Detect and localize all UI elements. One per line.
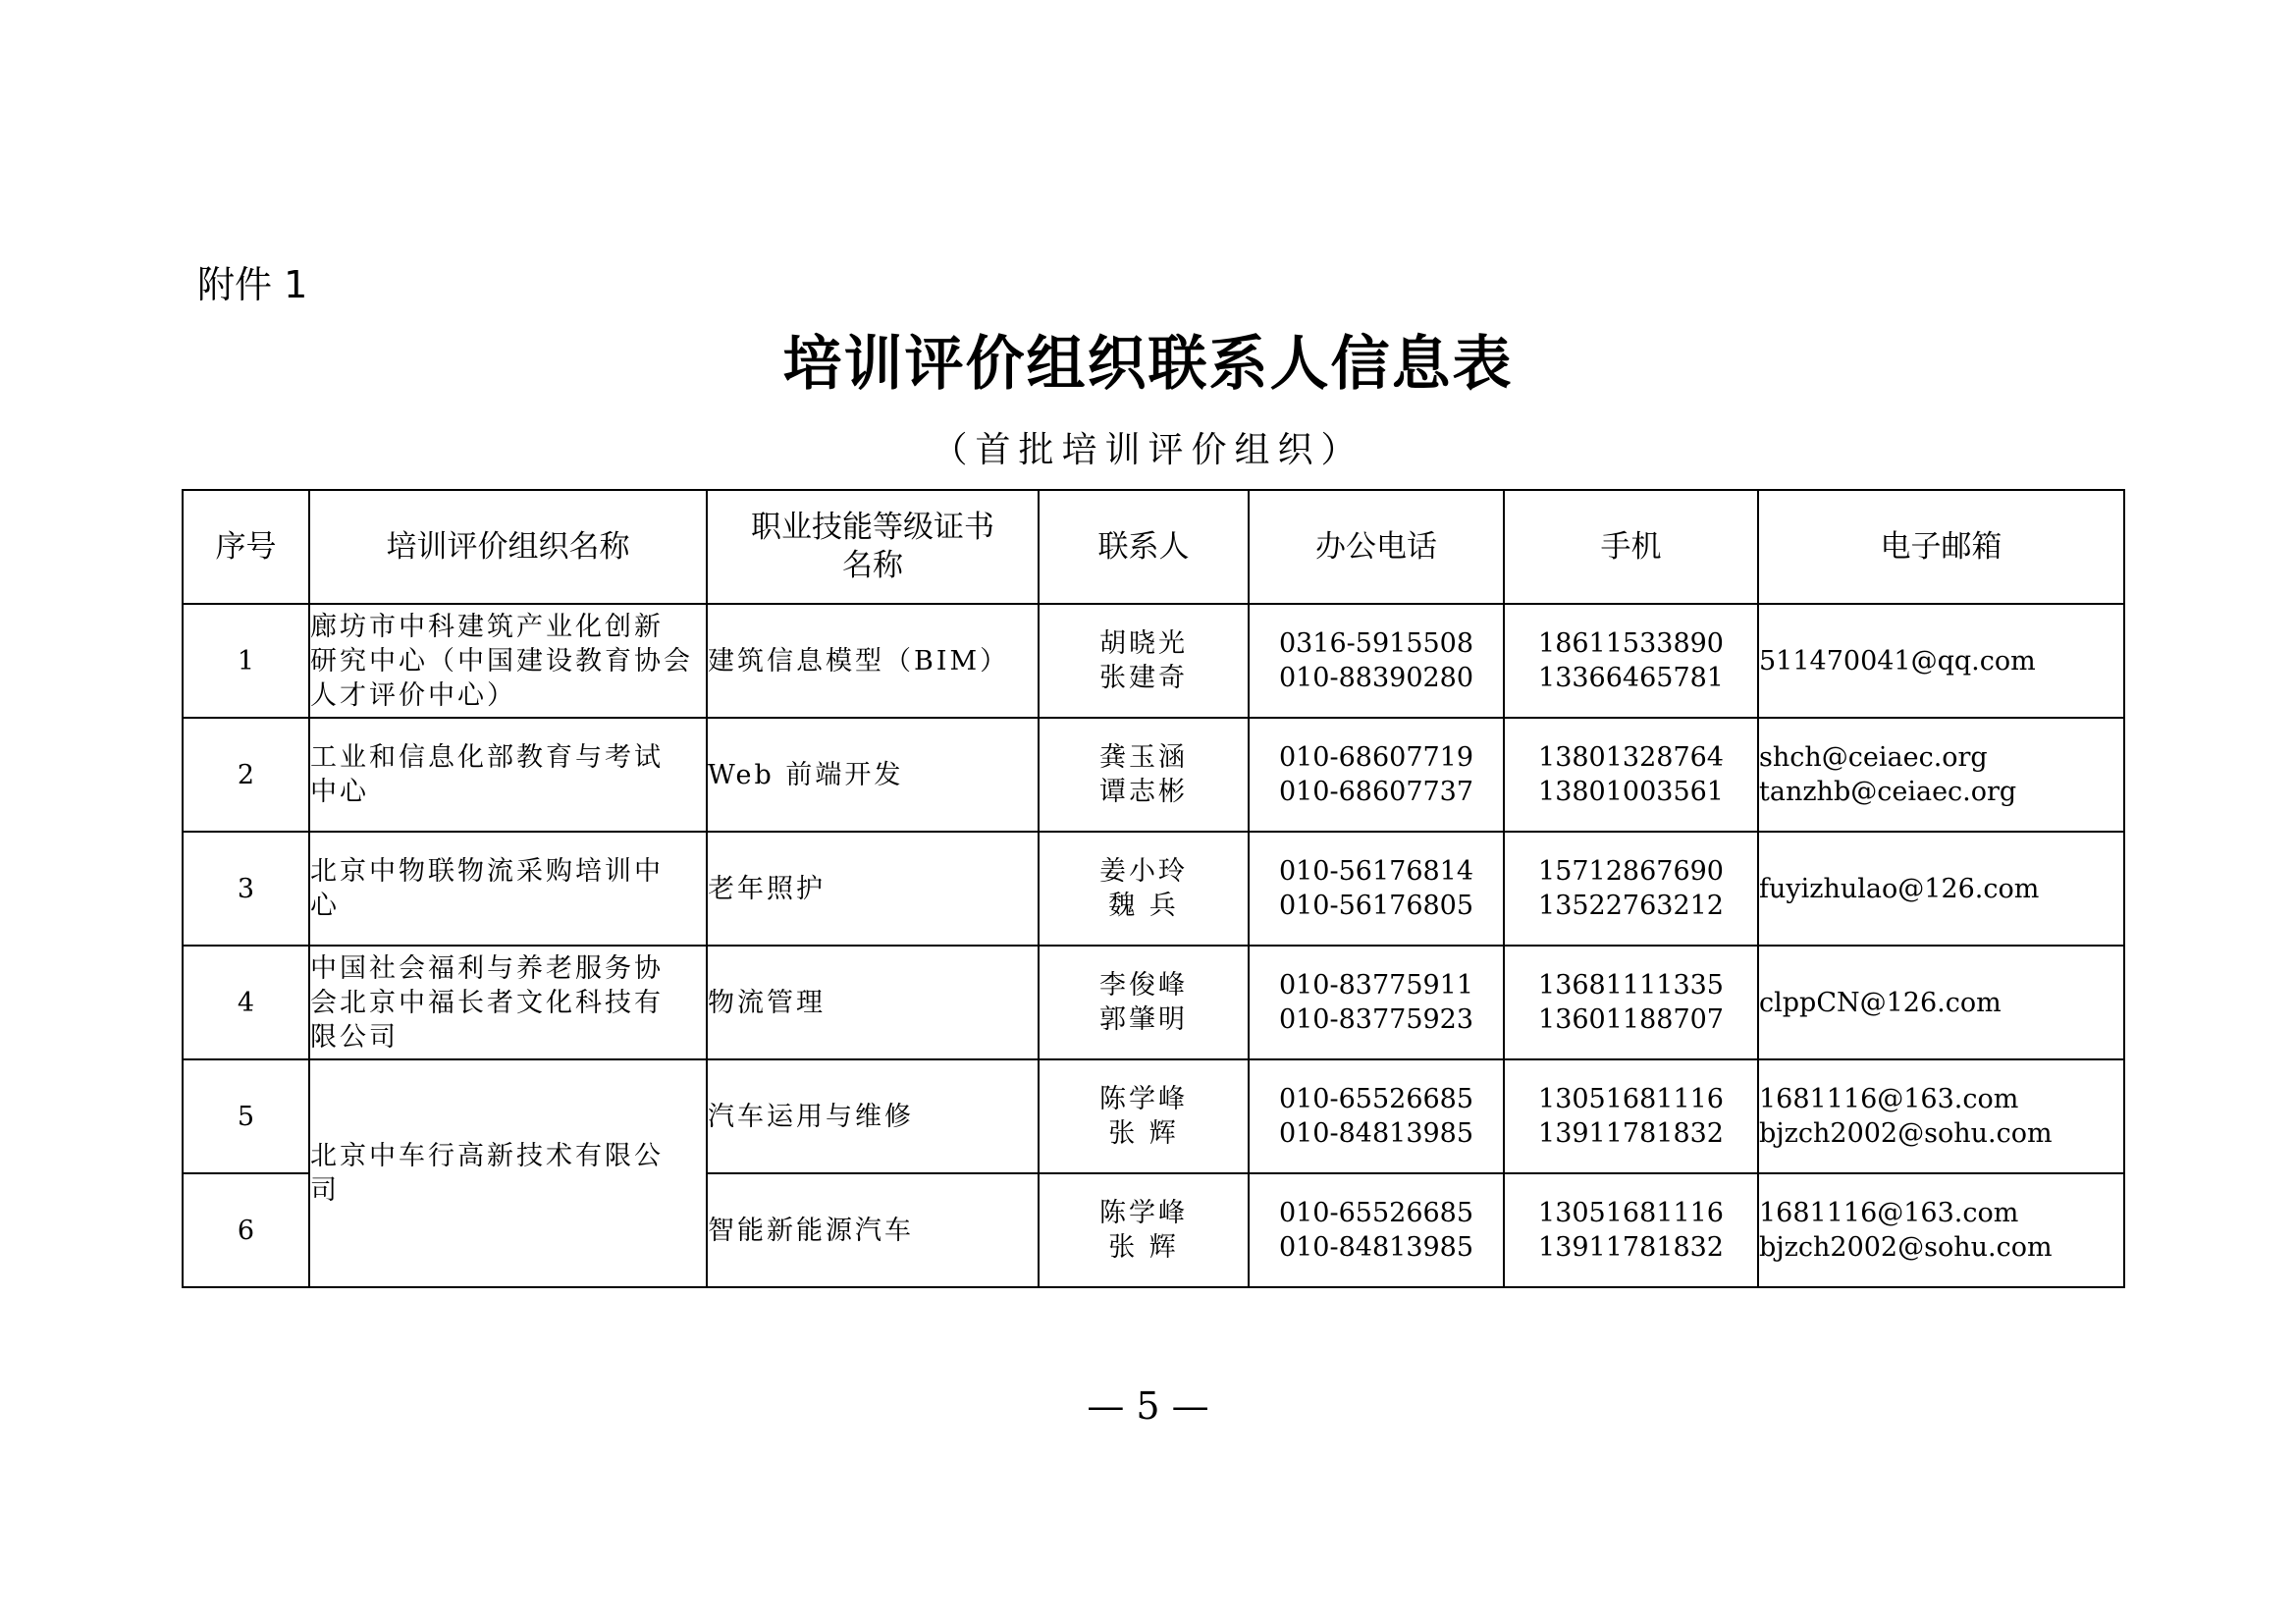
- cell-contact: [1039, 946, 1249, 1059]
- org-line: 北京中车行高新技术有限公: [310, 1141, 664, 1171]
- office-phone: 010-88390280: [1278, 663, 1474, 693]
- cell-office-phone: [1249, 1173, 1504, 1287]
- table-header-row: [183, 490, 2124, 604]
- page-number: — 5 —: [1087, 1384, 1209, 1428]
- cell-office-phone: [1249, 604, 1504, 718]
- cell-contact: [1039, 604, 1249, 718]
- cell-contact: [1039, 1173, 1249, 1287]
- office-phone: 010-56176805: [1278, 891, 1474, 921]
- cell-mobile: [1504, 1173, 1758, 1287]
- cell-cert: Web 前端开发: [707, 718, 1039, 832]
- contact-name: 谭志彬: [1099, 777, 1188, 807]
- org-line: 廊坊市中科建筑产业化创新: [310, 611, 664, 642]
- cell-office-phone: [1249, 718, 1504, 832]
- cell-org: [309, 718, 707, 832]
- contact-name: 陈学峰: [1099, 1084, 1188, 1114]
- org-line: 会北京中福长者文化科技有: [310, 987, 664, 1018]
- cell-contact: [1039, 718, 1249, 832]
- header-num: 序号: [183, 490, 309, 604]
- contact-name: 龚玉涵: [1099, 742, 1188, 773]
- cell-org: [309, 1059, 707, 1287]
- cell-mobile: [1504, 718, 1758, 832]
- cell-num: 2: [183, 718, 309, 832]
- header-cert-line2: 名称: [842, 548, 903, 583]
- org-line: 心: [310, 891, 340, 921]
- cell-num: 3: [183, 832, 309, 946]
- mobile-phone: 13601188707: [1538, 1004, 1724, 1035]
- attachment-label: 附件 1: [197, 263, 308, 306]
- office-phone: 010-84813985: [1278, 1232, 1474, 1263]
- cell-email: [1758, 832, 2124, 946]
- mobile-phone: 13801328764: [1538, 742, 1724, 773]
- cell-cert: 物流管理: [707, 946, 1039, 1059]
- office-phone: 010-83775911: [1278, 970, 1474, 1001]
- org-line: 中心: [310, 777, 369, 807]
- org-line: 人才评价中心）: [310, 679, 516, 711]
- cell-org: [309, 946, 707, 1059]
- cell-cert: 老年照护: [707, 832, 1039, 946]
- cell-mobile: [1504, 604, 1758, 718]
- cell-mobile: [1504, 832, 1758, 946]
- cell-org: [309, 832, 707, 946]
- office-phone: 010-84813985: [1278, 1118, 1474, 1149]
- org-line: 北京中物联物流采购培训中: [310, 856, 664, 887]
- table-row: [183, 604, 2124, 718]
- cell-office-phone: [1249, 946, 1504, 1059]
- contact-name: 魏 兵: [1108, 891, 1179, 921]
- document-title: 培训评价组织联系人信息表: [782, 330, 1514, 399]
- mobile-phone: 13051681116: [1538, 1084, 1724, 1114]
- mobile-phone: 13911781832: [1538, 1232, 1724, 1263]
- mobile-phone: 13051681116: [1538, 1198, 1724, 1228]
- cell-num: 1: [183, 604, 309, 718]
- mobile-phone: 13681111335: [1538, 970, 1724, 1001]
- mobile-phone: 13522763212: [1538, 891, 1724, 921]
- cell-org: [309, 604, 707, 718]
- cell-email: [1758, 1059, 2124, 1173]
- header-contact: 联系人: [1039, 490, 1249, 604]
- header-cert-line1: 职业技能等级证书: [751, 510, 994, 546]
- contact-name: 张建奇: [1099, 663, 1188, 693]
- cell-cert: 汽车运用与维修: [707, 1059, 1039, 1173]
- office-phone: 0316-5915508: [1278, 628, 1474, 659]
- office-phone: 010-65526685: [1278, 1198, 1474, 1228]
- mobile-phone: 13801003561: [1538, 777, 1724, 807]
- cell-office-phone: [1249, 832, 1504, 946]
- office-phone: 010-83775923: [1278, 1004, 1474, 1035]
- mobile-phone: 15712867690: [1538, 856, 1724, 887]
- office-phone: 010-56176814: [1278, 856, 1474, 887]
- cell-num: 4: [183, 946, 309, 1059]
- cell-email: [1758, 946, 2124, 1059]
- header-email: 电子邮箱: [1758, 490, 2124, 604]
- org-line: 司: [310, 1175, 340, 1206]
- contact-name: 郭肇明: [1099, 1004, 1188, 1035]
- contact-name: 李俊峰: [1099, 970, 1188, 1001]
- cell-email: [1758, 1173, 2124, 1287]
- cell-office-phone: [1249, 1059, 1504, 1173]
- cell-num: 6: [183, 1173, 309, 1287]
- table-row: [183, 718, 2124, 832]
- contact-name: 张 辉: [1108, 1118, 1179, 1149]
- contact-name: 陈学峰: [1099, 1198, 1188, 1228]
- header-office-phone: 办公电话: [1249, 490, 1504, 604]
- table-row: [183, 1059, 2124, 1173]
- contact-name: 胡晓光: [1099, 628, 1188, 659]
- org-line: 限公司: [310, 1021, 399, 1053]
- cell-contact: [1039, 1059, 1249, 1173]
- cell-contact: [1039, 832, 1249, 946]
- header-org: 培训评价组织名称: [309, 490, 707, 604]
- cell-cert: 智能新能源汽车: [707, 1173, 1039, 1287]
- email-address: bjzch2002@sohu.com: [1759, 1232, 2053, 1263]
- email-address: shch@ceiaec.org: [1759, 742, 1988, 773]
- mobile-phone: 13366465781: [1538, 663, 1724, 693]
- org-line: 研究中心（中国建设教育协会: [310, 645, 693, 677]
- mobile-phone: 13911781832: [1538, 1118, 1724, 1149]
- cell-email: [1758, 604, 2124, 718]
- header-cert: [707, 490, 1039, 604]
- cell-mobile: [1504, 1059, 1758, 1173]
- contact-info-table: [182, 489, 2125, 1288]
- header-mobile: 手机: [1504, 490, 1758, 604]
- cell-num: 5: [183, 1059, 309, 1173]
- email-address: fuyizhulao@126.com: [1759, 873, 2040, 904]
- office-phone: 010-68607737: [1278, 777, 1474, 807]
- office-phone: 010-68607719: [1278, 742, 1474, 773]
- email-address: 1681116@163.com: [1759, 1198, 2019, 1228]
- cell-cert: 建筑信息模型（BIM）: [707, 604, 1039, 718]
- contact-name: 姜小玲: [1099, 856, 1188, 887]
- email-address: clppCN@126.com: [1759, 987, 2002, 1018]
- org-line: 中国社会福利与养老服务协: [310, 952, 664, 984]
- cell-mobile: [1504, 946, 1758, 1059]
- email-address: 511470041@qq.com: [1759, 645, 2036, 677]
- office-phone: 010-65526685: [1278, 1084, 1474, 1114]
- email-address: tanzhb@ceiaec.org: [1759, 777, 2017, 807]
- contact-name: 张 辉: [1108, 1232, 1179, 1263]
- table-row: [183, 946, 2124, 1059]
- email-address: 1681116@163.com: [1759, 1084, 2019, 1114]
- cell-email: [1758, 718, 2124, 832]
- table-row: [183, 832, 2124, 946]
- mobile-phone: 18611533890: [1538, 628, 1724, 659]
- org-line: 工业和信息化部教育与考试: [310, 742, 664, 773]
- email-address: bjzch2002@sohu.com: [1759, 1118, 2053, 1149]
- document-subtitle: （首批培训评价组织）: [932, 430, 1364, 470]
